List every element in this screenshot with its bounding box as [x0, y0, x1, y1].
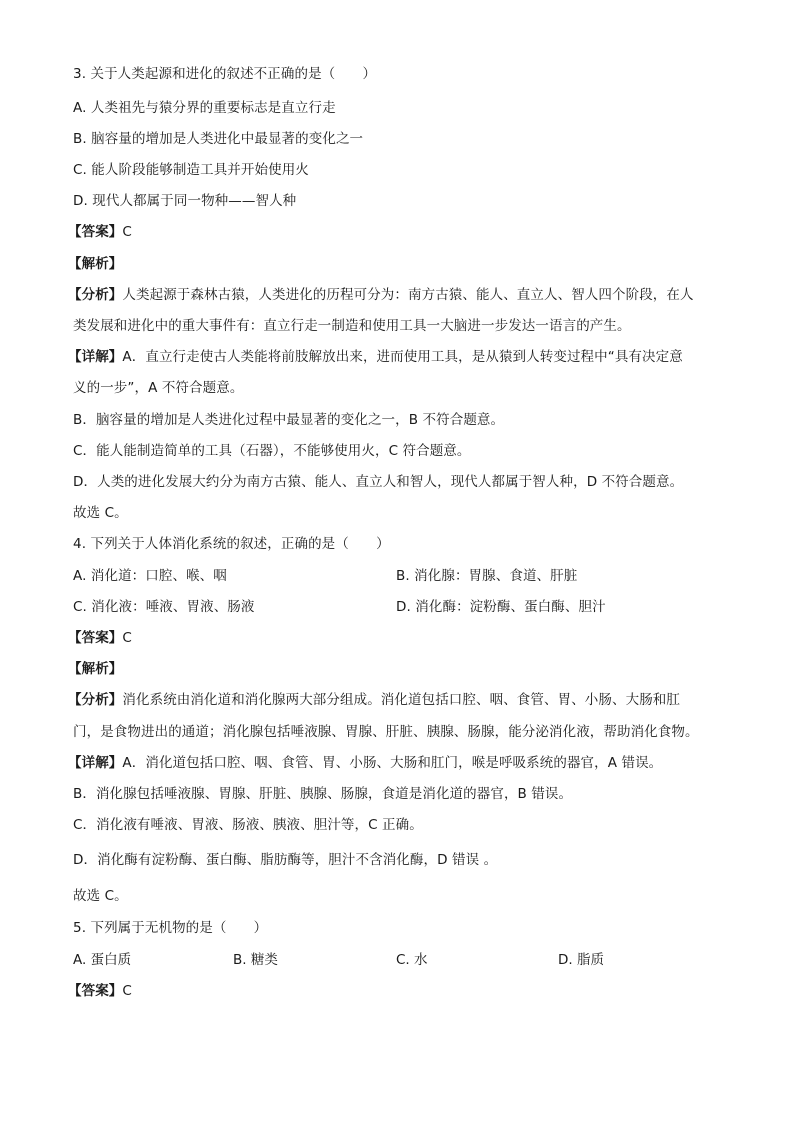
- detail-tag: 【详解】: [68, 349, 123, 365]
- q3-fenxi-line2: 类发展和进化中的重大事件有：直立行走一制造和使用工具一大脑进一步发达一语言的产生。: [73, 318, 631, 334]
- fenxi-tag: 【分析】: [68, 692, 123, 708]
- q3-option-b: B. 脑容量的增加是人类进化中最显著的变化之一: [73, 131, 364, 147]
- detail-text: A．消化道包括口腔、咽、食管、胃、小肠、大肠和肛门，喉是呼吸系统的器官，A 错误。: [122, 755, 663, 771]
- answer-value: C: [122, 224, 132, 240]
- fenxi-text: 人类起源于森林古猿，人类进化的历程可分为：南方古猿、能人、直立人、智人四个阶段，在人: [122, 287, 694, 303]
- q3-detail-line2: 义的一步”，A 不符合题意。: [73, 380, 244, 396]
- q4-fenxi-line1: [68, 690, 680, 710]
- q4-option-b: B. 消化腺：胃腺、食道、肝脏: [396, 568, 578, 584]
- answer-tag: 【答案】: [68, 630, 123, 646]
- answer-tag: 【答案】: [68, 983, 123, 999]
- q4-fenxi-line2: 门，是食物进出的通道；消化腺包括唾液腺、胃腺、肝脏、胰腺、肠腺，能分泌消化液，帮助消化食物。: [73, 724, 699, 740]
- q5-option-a: A. 蛋白质: [73, 952, 132, 968]
- q5-stem: 5. 下列属于无机物的是（ ）: [73, 920, 268, 936]
- q3-detail-line1: [68, 347, 683, 367]
- detail-tag: 【详解】: [68, 755, 123, 771]
- answer-value: C: [122, 630, 132, 646]
- q5-option-c: C. 水: [396, 952, 428, 968]
- q4-detail-b: B．消化腺包括唾液腺、胃腺、肝脏、胰腺、肠腺，食道是消化道的器官，B 错误。: [73, 786, 573, 802]
- answer-value: C: [122, 983, 132, 999]
- q3-option-d: D. 现代人都属于同一物种——智人种: [73, 193, 297, 209]
- q4-option-d: D. 消化酶：淀粉酶、蛋白酶、胆汁: [396, 599, 606, 615]
- q4-detail-a: [68, 753, 662, 773]
- q3-analysis-tag: 【解析】: [68, 256, 123, 272]
- q4-option-a: A. 消化道：口腔、喉、咽: [73, 568, 227, 584]
- q5-answer: [68, 981, 132, 1001]
- q3-option-c: C. 能人阶段能够制造工具并开始使用火: [73, 162, 309, 178]
- q3-answer: [68, 222, 132, 242]
- q4-detail-c: C．消化液有唾液、胃液、肠液、胰液、胆汁等，C 正确。: [73, 817, 423, 833]
- fenxi-text: 消化系统由消化道和消化腺两大部分组成。消化道包括口腔、咽、食管、胃、小肠、大肠和肛: [122, 692, 681, 708]
- q3-option-a: A. 人类祖先与猿分界的重要标志是直立行走: [73, 100, 336, 116]
- q3-detail-d: D．人类的进化发展大约分为南方古猿、能人、直立人和智人，现代人都属于智人种，D 不符合题意。: [73, 474, 684, 490]
- q3-fenxi-line1: [68, 285, 694, 305]
- q3-stem: 3. 关于人类起源和进化的叙述不正确的是（ ）: [73, 66, 377, 82]
- q4-option-c: C. 消化液：唾液、胃液、肠液: [73, 599, 255, 615]
- q5-option-d: D. 脂质: [558, 952, 604, 968]
- q4-conclusion: 故选 C。: [73, 888, 128, 904]
- q3-detail-c: C．能人能制造简单的工具（石器），不能够使用火，C 符合题意。: [73, 443, 471, 459]
- q3-conclusion: 故选 C。: [73, 505, 128, 521]
- q4-stem: 4. 下列关于人体消化系统的叙述，正确的是（ ）: [73, 536, 390, 552]
- q4-detail-d: D．消化酶有淀粉酶、蛋白酶、脂肪酶等，胆汁不含消化酶，D 错误 。: [73, 852, 498, 868]
- q4-analysis-tag: 【解析】: [68, 661, 123, 677]
- detail-text: A．直立行走使古人类能将前肢解放出来，进而使用工具，是从猿到人转变过程中“具有决定意: [122, 349, 683, 365]
- q5-option-b: B. 糖类: [233, 952, 278, 968]
- answer-tag: 【答案】: [68, 224, 123, 240]
- fenxi-tag: 【分析】: [68, 287, 123, 303]
- q3-detail-b: B．脑容量的增加是人类进化过程中最显著的变化之一，B 不符合题意。: [73, 412, 505, 428]
- q4-answer: [68, 628, 132, 648]
